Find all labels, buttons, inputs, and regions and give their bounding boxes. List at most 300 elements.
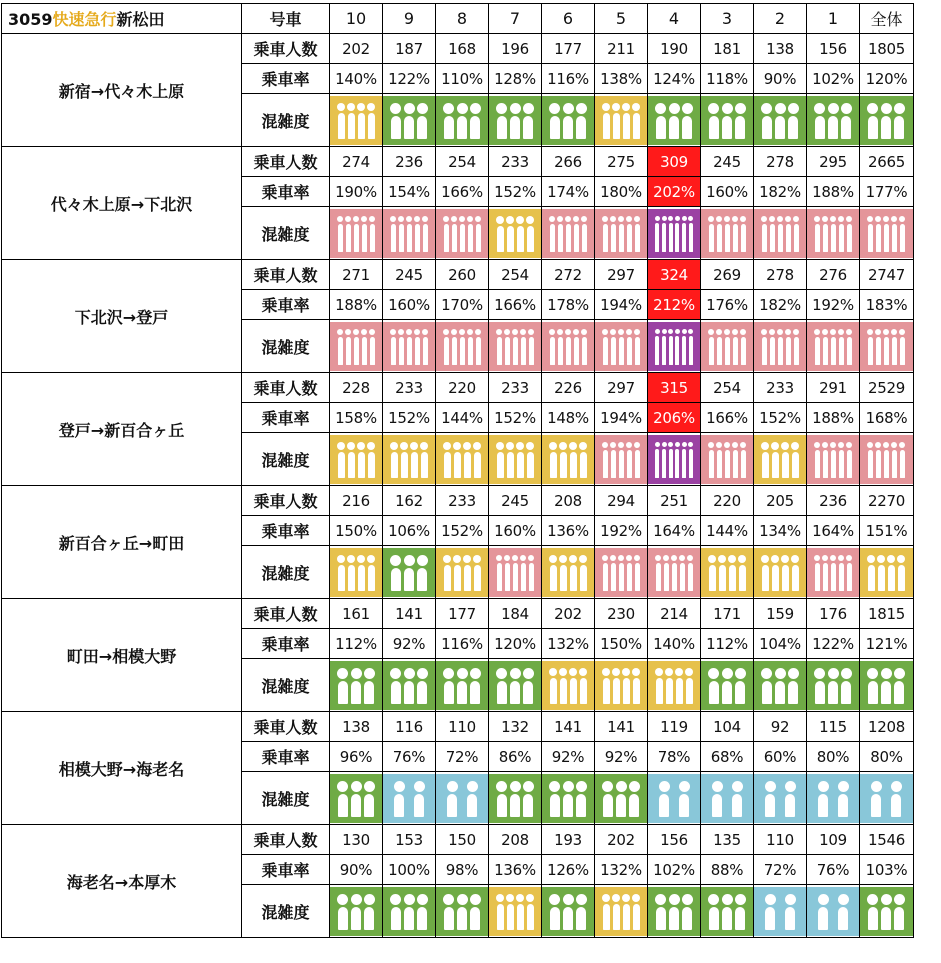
riders-cell: 153 — [383, 825, 436, 855]
congestion-cell — [595, 546, 648, 599]
rate-total-cell: 121% — [860, 629, 914, 659]
crowd-pink-icon — [595, 209, 647, 258]
congestion-cell — [807, 433, 860, 486]
rate-cell: 152% — [754, 403, 807, 433]
riders-row — [2, 34, 914, 64]
riders-cell: 245 — [489, 486, 542, 516]
riders-cell: 278 — [754, 260, 807, 290]
riders-cell: 138 — [754, 34, 807, 64]
riders-cell: 233 — [383, 373, 436, 403]
rate-cell: 124% — [648, 64, 701, 94]
riders-cell: 233 — [489, 147, 542, 177]
rate-cell: 194% — [595, 403, 648, 433]
rate-cell: 80% — [807, 742, 860, 772]
riders-total-cell: 2747 — [860, 260, 914, 290]
crowd-green-icon — [807, 96, 859, 145]
crowd-pink-icon — [807, 435, 859, 484]
crowd-pink-icon — [330, 209, 382, 258]
riders-cell: 190 — [648, 34, 701, 64]
congestion-cell — [860, 207, 914, 260]
segment-label: 相模大野→海老名 — [2, 712, 242, 825]
crowd-green-icon — [330, 661, 382, 710]
riders-cell: 245 — [383, 260, 436, 290]
riders-cell: 294 — [595, 486, 648, 516]
crowd-green-icon — [860, 887, 913, 936]
rate-label: 乗車率 — [242, 516, 330, 546]
crowd-green-icon — [542, 887, 594, 936]
rate-cell: 140% — [330, 64, 383, 94]
riders-cell: 260 — [436, 260, 489, 290]
crowd-green-icon — [383, 548, 435, 597]
riders-cell: 297 — [595, 373, 648, 403]
riders-row — [2, 599, 914, 629]
congestion-cell — [383, 659, 436, 712]
rate-cell: 190% — [330, 177, 383, 207]
congestion-cell — [701, 659, 754, 712]
rate-cell: 110% — [436, 64, 489, 94]
riders-cell: 159 — [754, 599, 807, 629]
riders-cell: 274 — [330, 147, 383, 177]
car-header: 1 — [807, 4, 860, 34]
crowd-green-icon — [860, 96, 913, 145]
crowd-pink-icon — [648, 548, 700, 597]
riders-cell: 141 — [542, 712, 595, 742]
crowd-purple-icon — [648, 209, 700, 258]
congestion-cell — [542, 885, 595, 938]
rate-cell: 72% — [436, 742, 489, 772]
crowd-yellow-icon — [330, 96, 382, 145]
riders-cell: 176 — [807, 599, 860, 629]
rate-cell: 106% — [383, 516, 436, 546]
rate-cell: 192% — [807, 290, 860, 320]
riders-total-cell: 1815 — [860, 599, 914, 629]
congestion-cell — [701, 320, 754, 373]
crowd-green-icon — [383, 887, 435, 936]
crowd-yellow-icon — [436, 435, 488, 484]
rate-cell: 206% — [648, 403, 701, 433]
congestion-cell — [807, 207, 860, 260]
crowd-green-icon — [701, 887, 753, 936]
rate-cell: 138% — [595, 64, 648, 94]
rate-cell: 188% — [807, 177, 860, 207]
riders-cell: 324 — [648, 260, 701, 290]
congestion-cell — [542, 207, 595, 260]
riders-cell: 130 — [330, 825, 383, 855]
riders-cell: 202 — [330, 34, 383, 64]
rate-cell: 128% — [489, 64, 542, 94]
crowd-pink-icon — [542, 209, 594, 258]
congestion-cell — [542, 772, 595, 825]
congestion-label: 混雑度 — [242, 885, 330, 938]
header-row — [2, 4, 914, 34]
crowd-pink-icon — [701, 322, 753, 371]
riders-cell: 109 — [807, 825, 860, 855]
congestion-cell — [648, 885, 701, 938]
congestion-cell — [754, 433, 807, 486]
riders-cell: 297 — [595, 260, 648, 290]
rate-label: 乗車率 — [242, 742, 330, 772]
congestion-cell — [330, 94, 383, 147]
riders-cell: 254 — [489, 260, 542, 290]
rate-cell: 182% — [754, 177, 807, 207]
riders-cell: 236 — [807, 486, 860, 516]
crowd-blue-icon — [807, 887, 859, 936]
congestion-label: 混雑度 — [242, 772, 330, 825]
crowd-pink-icon — [595, 322, 647, 371]
rate-total-cell: 177% — [860, 177, 914, 207]
rate-cell: 164% — [648, 516, 701, 546]
rate-cell: 144% — [436, 403, 489, 433]
rate-cell: 136% — [489, 855, 542, 885]
congestion-cell — [489, 885, 542, 938]
rate-cell: 122% — [383, 64, 436, 94]
riders-cell: 115 — [807, 712, 860, 742]
rate-cell: 72% — [754, 855, 807, 885]
rate-cell: 166% — [489, 290, 542, 320]
rate-cell: 104% — [754, 629, 807, 659]
congestion-cell — [383, 320, 436, 373]
crowd-green-icon — [542, 96, 594, 145]
rate-cell: 152% — [489, 403, 542, 433]
riders-cell: 116 — [383, 712, 436, 742]
riders-cell: 216 — [330, 486, 383, 516]
riders-cell: 104 — [701, 712, 754, 742]
car-header: 5 — [595, 4, 648, 34]
rate-cell: 158% — [330, 403, 383, 433]
rate-cell: 76% — [807, 855, 860, 885]
riders-cell: 92 — [754, 712, 807, 742]
riders-label: 乗車人数 — [242, 34, 330, 64]
congestion-cell — [436, 433, 489, 486]
rate-cell: 102% — [648, 855, 701, 885]
riders-cell: 278 — [754, 147, 807, 177]
rate-cell: 182% — [754, 290, 807, 320]
rate-cell: 180% — [595, 177, 648, 207]
segment-label: 海老名→本厚木 — [2, 825, 242, 938]
crowd-pink-icon — [595, 435, 647, 484]
congestion-cell — [542, 546, 595, 599]
crowd-pink-icon — [860, 209, 913, 258]
riders-total-cell: 1546 — [860, 825, 914, 855]
riders-cell: 309 — [648, 147, 701, 177]
riders-cell: 177 — [436, 599, 489, 629]
congestion-cell — [754, 659, 807, 712]
congestion-cell — [542, 433, 595, 486]
riders-row — [2, 147, 914, 177]
congestion-cell — [489, 433, 542, 486]
riders-label: 乗車人数 — [242, 599, 330, 629]
rate-cell: 96% — [330, 742, 383, 772]
car-label: 号車 — [242, 4, 330, 34]
riders-row — [2, 486, 914, 516]
riders-cell: 220 — [701, 486, 754, 516]
riders-total-cell: 1208 — [860, 712, 914, 742]
rate-cell: 136% — [542, 516, 595, 546]
riders-cell: 236 — [383, 147, 436, 177]
congestion-cell — [701, 885, 754, 938]
crowd-green-icon — [807, 661, 859, 710]
crowd-yellow-icon — [754, 548, 806, 597]
rate-cell: 152% — [436, 516, 489, 546]
rate-cell: 160% — [383, 290, 436, 320]
riders-cell: 315 — [648, 373, 701, 403]
riders-cell: 150 — [436, 825, 489, 855]
congestion-cell — [330, 207, 383, 260]
crowd-pink-icon — [330, 322, 382, 371]
rate-label: 乗車率 — [242, 629, 330, 659]
riders-cell: 205 — [754, 486, 807, 516]
riders-cell: 254 — [436, 147, 489, 177]
crowd-yellow-icon — [542, 661, 594, 710]
congestion-cell — [860, 320, 914, 373]
congestion-cell — [701, 546, 754, 599]
crowd-yellow-icon — [489, 887, 541, 936]
crowd-blue-icon — [754, 887, 806, 936]
riders-row — [2, 825, 914, 855]
crowd-pink-icon — [807, 322, 859, 371]
crowd-pink-icon — [754, 322, 806, 371]
segment-label: 登戸→新百合ヶ丘 — [2, 373, 242, 486]
segment-label: 新宿→代々木上原 — [2, 34, 242, 147]
riders-label: 乗車人数 — [242, 373, 330, 403]
crowd-green-icon — [383, 96, 435, 145]
rate-cell: 76% — [383, 742, 436, 772]
riders-cell: 233 — [489, 373, 542, 403]
congestion-cell — [330, 433, 383, 486]
congestion-cell — [807, 94, 860, 147]
rate-cell: 118% — [701, 64, 754, 94]
riders-cell: 156 — [648, 825, 701, 855]
rate-cell: 164% — [807, 516, 860, 546]
crowd-pink-icon — [860, 435, 913, 484]
rate-label: 乗車率 — [242, 177, 330, 207]
riders-total-cell: 2665 — [860, 147, 914, 177]
riders-cell: 168 — [436, 34, 489, 64]
riders-cell: 214 — [648, 599, 701, 629]
rate-cell: 150% — [330, 516, 383, 546]
riders-cell: 233 — [436, 486, 489, 516]
riders-row — [2, 260, 914, 290]
riders-cell: 161 — [330, 599, 383, 629]
crowd-green-icon — [489, 96, 541, 145]
car-header: 3 — [701, 4, 754, 34]
crowd-green-icon — [489, 774, 541, 823]
rate-cell: 60% — [754, 742, 807, 772]
crowd-pink-icon — [754, 209, 806, 258]
crowd-green-icon — [436, 661, 488, 710]
congestion-cell — [807, 546, 860, 599]
crowd-yellow-icon — [489, 435, 541, 484]
congestion-cell — [860, 433, 914, 486]
congestion-cell — [383, 772, 436, 825]
rate-cell: 212% — [648, 290, 701, 320]
riders-cell: 132 — [489, 712, 542, 742]
rate-cell: 166% — [436, 177, 489, 207]
rate-cell: 144% — [701, 516, 754, 546]
rate-cell: 160% — [701, 177, 754, 207]
riders-cell: 276 — [807, 260, 860, 290]
congestion-cell — [860, 94, 914, 147]
crowd-pink-icon — [807, 209, 859, 258]
riders-cell: 181 — [701, 34, 754, 64]
rate-cell: 92% — [383, 629, 436, 659]
riders-cell: 202 — [542, 599, 595, 629]
congestion-cell — [754, 320, 807, 373]
congestion-cell — [807, 772, 860, 825]
crowd-green-icon — [489, 661, 541, 710]
congestion-cell — [436, 320, 489, 373]
riders-total-cell: 2270 — [860, 486, 914, 516]
crowd-pink-icon — [383, 322, 435, 371]
riders-label: 乗車人数 — [242, 147, 330, 177]
total-header: 全体 — [860, 4, 914, 34]
congestion-cell — [807, 659, 860, 712]
riders-cell: 208 — [542, 486, 595, 516]
riders-cell: 208 — [489, 825, 542, 855]
congestion-cell — [542, 320, 595, 373]
rate-cell: 78% — [648, 742, 701, 772]
congestion-cell — [383, 546, 436, 599]
crowd-green-icon — [330, 887, 382, 936]
congestion-cell — [383, 433, 436, 486]
crowd-purple-icon — [648, 322, 700, 371]
rate-cell: 194% — [595, 290, 648, 320]
congestion-cell — [436, 885, 489, 938]
riders-cell: 162 — [383, 486, 436, 516]
rate-cell: 120% — [489, 629, 542, 659]
car-header: 9 — [383, 4, 436, 34]
rate-cell: 160% — [489, 516, 542, 546]
crowd-pink-icon — [807, 548, 859, 597]
crowd-green-icon — [648, 887, 700, 936]
crowd-blue-icon — [754, 774, 806, 823]
congestion-label: 混雑度 — [242, 320, 330, 373]
congestion-cell — [595, 320, 648, 373]
rate-cell: 86% — [489, 742, 542, 772]
congestion-cell — [330, 885, 383, 938]
crowd-green-icon — [754, 96, 806, 145]
riders-cell: 171 — [701, 599, 754, 629]
riders-label: 乗車人数 — [242, 712, 330, 742]
rate-cell: 102% — [807, 64, 860, 94]
congestion-cell — [595, 433, 648, 486]
riders-cell: 271 — [330, 260, 383, 290]
crowd-green-icon — [701, 661, 753, 710]
congestion-label: 混雑度 — [242, 207, 330, 260]
car-header: 6 — [542, 4, 595, 34]
riders-cell: 230 — [595, 599, 648, 629]
riders-cell: 202 — [595, 825, 648, 855]
crowd-pink-icon — [542, 322, 594, 371]
congestion-cell — [648, 546, 701, 599]
crowd-green-icon — [436, 96, 488, 145]
congestion-cell — [701, 433, 754, 486]
congestion-cell — [701, 772, 754, 825]
congestion-cell — [754, 546, 807, 599]
rate-total-cell: 103% — [860, 855, 914, 885]
congestion-cell — [648, 433, 701, 486]
congestion-cell — [436, 546, 489, 599]
rate-cell: 88% — [701, 855, 754, 885]
crowd-pink-icon — [595, 548, 647, 597]
crowd-yellow-icon — [595, 887, 647, 936]
congestion-cell — [542, 94, 595, 147]
crowd-green-icon — [436, 887, 488, 936]
riders-cell: 110 — [436, 712, 489, 742]
rate-cell: 150% — [595, 629, 648, 659]
riders-row — [2, 712, 914, 742]
riders-total-cell: 2529 — [860, 373, 914, 403]
rate-cell: 116% — [542, 64, 595, 94]
crowd-pink-icon — [436, 322, 488, 371]
congestion-cell — [754, 207, 807, 260]
crowd-yellow-icon — [860, 548, 913, 597]
riders-cell: 196 — [489, 34, 542, 64]
rate-cell: 92% — [595, 742, 648, 772]
congestion-cell — [595, 885, 648, 938]
rate-label: 乗車率 — [242, 290, 330, 320]
congestion-cell — [436, 94, 489, 147]
congestion-cell — [595, 207, 648, 260]
crowd-green-icon — [595, 774, 647, 823]
segment-label: 新百合ヶ丘→町田 — [2, 486, 242, 599]
riders-cell: 291 — [807, 373, 860, 403]
congestion-cell — [436, 207, 489, 260]
riders-cell: 119 — [648, 712, 701, 742]
rate-cell: 90% — [754, 64, 807, 94]
riders-cell: 156 — [807, 34, 860, 64]
riders-cell: 272 — [542, 260, 595, 290]
congestion-cell — [701, 94, 754, 147]
congestion-cell — [330, 772, 383, 825]
crowd-pink-icon — [436, 209, 488, 258]
rate-cell: 176% — [701, 290, 754, 320]
congestion-label: 混雑度 — [242, 433, 330, 486]
riders-cell: 141 — [383, 599, 436, 629]
car-header: 2 — [754, 4, 807, 34]
riders-cell: 254 — [701, 373, 754, 403]
crowd-yellow-icon — [542, 548, 594, 597]
congestion-cell — [860, 546, 914, 599]
rate-cell: 166% — [701, 403, 754, 433]
riders-cell: 251 — [648, 486, 701, 516]
crowd-yellow-icon — [595, 96, 647, 145]
congestion-cell — [330, 659, 383, 712]
congestion-label: 混雑度 — [242, 546, 330, 599]
riders-cell: 228 — [330, 373, 383, 403]
rate-cell: 152% — [489, 177, 542, 207]
congestion-cell — [860, 772, 914, 825]
congestion-cell — [860, 885, 914, 938]
rate-cell: 148% — [542, 403, 595, 433]
crowd-purple-icon — [648, 435, 700, 484]
rate-cell: 202% — [648, 177, 701, 207]
riders-label: 乗車人数 — [242, 260, 330, 290]
rate-cell: 188% — [330, 290, 383, 320]
congestion-cell — [330, 320, 383, 373]
crowd-blue-icon — [436, 774, 488, 823]
riders-cell: 226 — [542, 373, 595, 403]
train-destination: 新松田 — [116, 10, 165, 29]
rate-label: 乗車率 — [242, 403, 330, 433]
riders-label: 乗車人数 — [242, 825, 330, 855]
segment-label: 下北沢→登戸 — [2, 260, 242, 373]
rate-label: 乗車率 — [242, 855, 330, 885]
crowd-yellow-icon — [595, 661, 647, 710]
crowd-yellow-icon — [330, 435, 382, 484]
rate-cell: 112% — [330, 629, 383, 659]
congestion-cell — [595, 94, 648, 147]
